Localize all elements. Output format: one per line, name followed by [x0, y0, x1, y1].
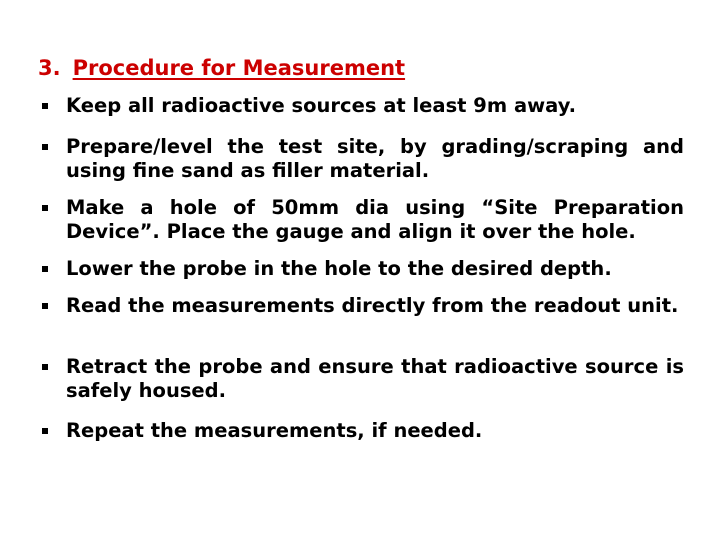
bullet-item	[42, 355, 684, 403]
bullet-square-icon	[42, 205, 48, 211]
bullet-item	[42, 294, 684, 318]
bullet-text: Read the measurements directly from the readout unit.	[66, 294, 679, 317]
title-text: Procedure for Measurement	[72, 56, 406, 80]
bullet-text: Prepare/level the test site, by grading/scraping and using fine sand as filler material.	[66, 135, 684, 182]
title-number: 3.	[38, 56, 61, 80]
bullet-text: Retract the probe and ensure that radioactive source is safely housed.	[66, 355, 684, 402]
bullet-square-icon	[42, 144, 48, 150]
bullet-square-icon	[42, 266, 48, 272]
bullet-text: Make a hole of 50mm dia using “Site Preparation Device”. Place the gauge and align it over the hole.	[66, 196, 684, 243]
bullet-square-icon	[42, 303, 48, 309]
bullet-item	[42, 94, 684, 118]
bullet-square-icon	[42, 364, 48, 370]
bullet-item	[42, 257, 684, 281]
bullet-text: Keep all radioactive sources at least 9m away.	[66, 94, 577, 117]
slide-title	[38, 54, 405, 82]
bullet-text: Lower the probe in the hole to the desired depth.	[66, 257, 612, 280]
bullet-item	[42, 135, 684, 183]
bullet-item	[42, 196, 684, 244]
bullet-text: Repeat the measurements, if needed.	[66, 419, 483, 442]
bullet-item	[42, 419, 684, 443]
bullet-square-icon	[42, 428, 48, 434]
bullet-square-icon	[42, 103, 48, 109]
